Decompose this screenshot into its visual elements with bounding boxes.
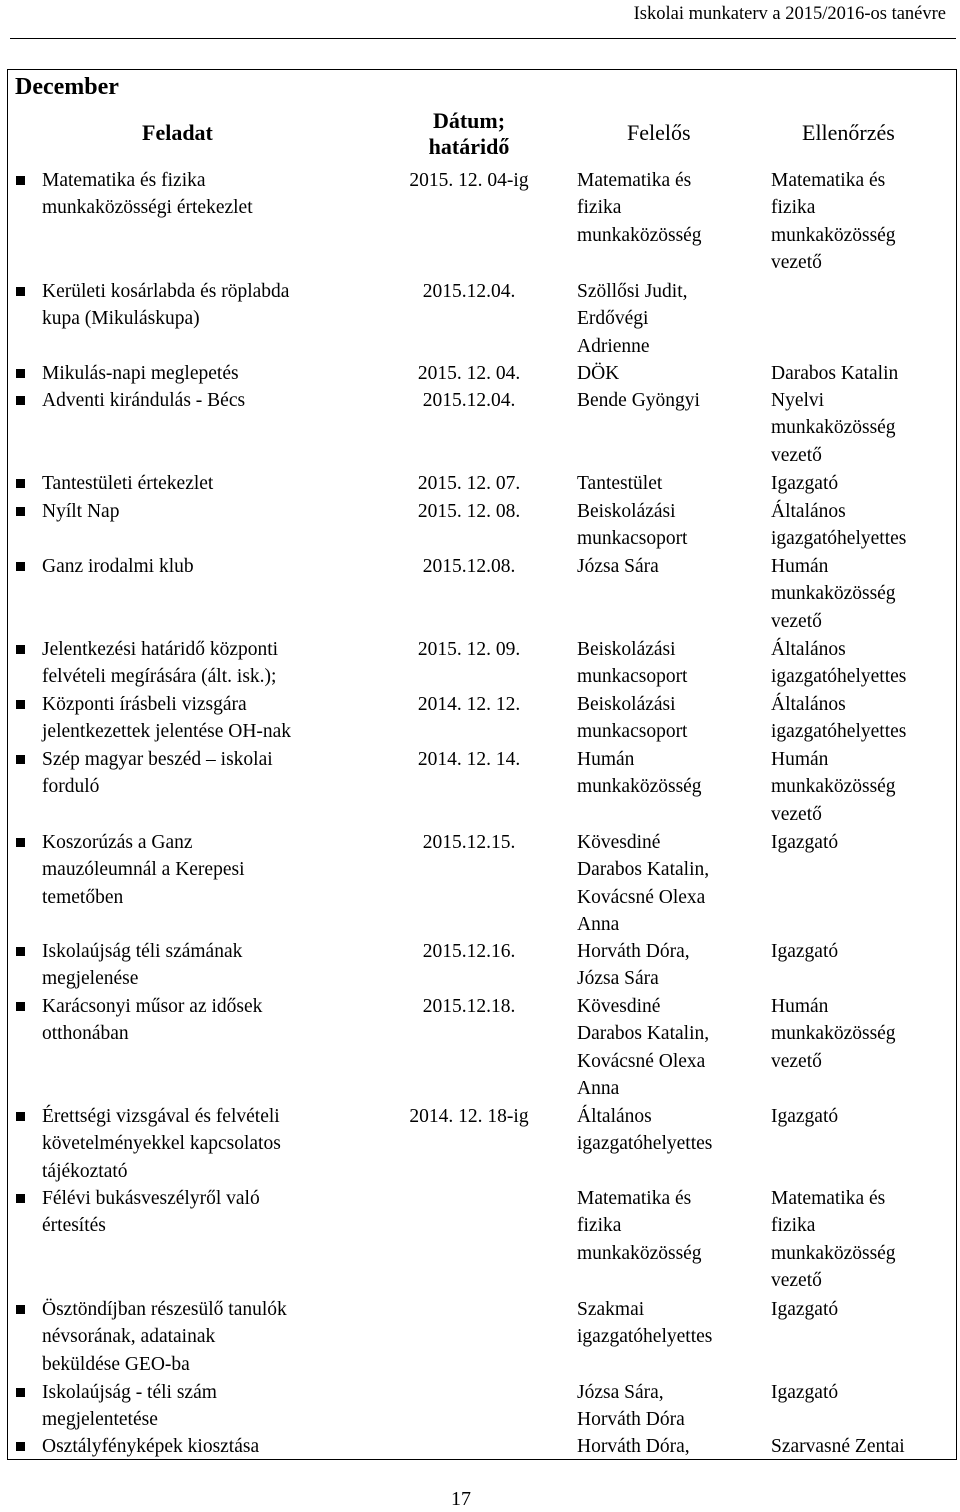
date-cell: 2015.12.04.	[422, 281, 516, 302]
square-bullet-icon	[16, 562, 25, 571]
date-cell: 2015. 12. 07.	[417, 473, 521, 494]
square-bullet-icon	[16, 479, 25, 488]
square-bullet-icon	[16, 838, 25, 847]
responsible-cell: Általános igazgatóhelyettes	[577, 1106, 713, 1155]
responsible-cell: Beiskolázási munkacsoport	[577, 694, 688, 743]
square-bullet-icon	[16, 1112, 25, 1121]
control-cell: Általános igazgatóhelyettes	[771, 694, 907, 743]
square-bullet-icon	[16, 755, 25, 764]
control-cell: Igazgató	[771, 1382, 839, 1403]
square-bullet-icon	[16, 1388, 25, 1397]
date-cell: 2015.12.04.	[422, 390, 516, 411]
square-bullet-icon	[16, 1305, 25, 1314]
responsible-cell: Józsa Sára, Horváth Dóra	[577, 1382, 685, 1431]
date-cell: 2014. 12. 18-ig	[409, 1106, 529, 1127]
square-bullet-icon	[16, 947, 25, 956]
column-header-control: Ellenőrzés	[802, 120, 895, 145]
control-cell: Matematika és fizika munkaközösség vezető	[771, 1188, 896, 1292]
square-bullet-icon	[16, 287, 25, 296]
page-number: 17	[451, 1488, 471, 1510]
task-cell: Karácsonyi műsor az idősek otthonában	[42, 996, 263, 1045]
control-cell: Igazgató	[771, 473, 839, 494]
date-cell: 2014. 12. 14.	[417, 749, 521, 770]
square-bullet-icon	[16, 369, 25, 378]
responsible-cell: Horváth Dóra, Józsa Sára	[577, 941, 690, 990]
date-cell: 2015. 12. 09.	[417, 639, 521, 660]
control-cell: Igazgató	[771, 941, 839, 962]
task-cell: Jelentkezési határidő központi felvételi megírására (ált. isk.);	[42, 639, 279, 688]
date-cell: 2015.12.15.	[422, 832, 516, 853]
column-header-date: Dátum; határidő	[428, 108, 510, 159]
responsible-cell: Józsa Sára	[577, 556, 659, 577]
date-cell: 2014. 12. 12.	[417, 694, 521, 715]
responsible-cell: Bende Gyöngyi	[577, 390, 700, 411]
responsible-cell: Tantestület	[577, 473, 663, 494]
square-bullet-icon	[16, 176, 25, 185]
task-cell: Mikulás-napi meglepetés	[42, 363, 239, 384]
square-bullet-icon	[16, 645, 25, 654]
control-cell: Matematika és fizika munkaközösség vezető	[771, 170, 896, 274]
responsible-cell: Horváth Dóra,	[577, 1436, 690, 1457]
header-divider	[10, 38, 956, 39]
control-cell: Darabos Katalin	[771, 363, 899, 384]
task-cell: Adventi kirándulás - Bécs	[42, 390, 246, 411]
section-title: December	[15, 74, 119, 100]
control-cell: Általános igazgatóhelyettes	[771, 639, 907, 688]
responsible-cell: DÖK	[577, 363, 620, 384]
task-cell: Központi írásbeli vizsgára jelentkezettek jelentése OH-nak	[42, 694, 292, 743]
responsible-cell: Matematika és fizika munkaközösség	[577, 170, 702, 246]
running-header: Iskolai munkaterv a 2015/2016-os tanévre	[633, 4, 946, 24]
control-cell: Humán munkaközösség vezető	[771, 749, 896, 825]
square-bullet-icon	[16, 396, 25, 405]
task-cell: Ösztöndíjban részesülő tanulók névsorának, adatainak beküldése GEO-ba	[42, 1299, 287, 1375]
control-cell: Igazgató	[771, 1299, 839, 1320]
responsible-cell: Beiskolázási munkacsoport	[577, 501, 688, 550]
control-cell: Általános igazgatóhelyettes	[771, 501, 907, 550]
square-bullet-icon	[16, 700, 25, 709]
date-cell: 2015.12.08.	[422, 556, 516, 577]
task-cell: Nyílt Nap	[42, 501, 120, 522]
square-bullet-icon	[16, 1442, 25, 1451]
control-cell: Igazgató	[771, 1106, 839, 1127]
responsible-cell: Kövesdiné Darabos Katalin, Kovácsné Olexa Anna	[577, 996, 710, 1100]
column-header-task: Feladat	[142, 120, 213, 145]
task-cell: Matematika és fizika munkaközösségi értekezlet	[42, 170, 253, 219]
responsible-cell: Kövesdiné Darabos Katalin, Kovácsné Olexa Anna	[577, 832, 710, 936]
control-cell: Humán munkaközösség vezető	[771, 556, 896, 632]
responsible-cell: Beiskolázási munkacsoport	[577, 639, 688, 688]
responsible-cell: Humán munkaközösség	[577, 749, 702, 798]
task-cell: Tantestületi értekezlet	[42, 473, 214, 494]
task-cell: Iskolaújság téli számának megjelenése	[42, 941, 243, 990]
task-cell: Kerületi kosárlabda és röplabda kupa (Mikuláskupa)	[42, 281, 290, 330]
task-cell: Osztályfényképek kiosztása	[42, 1436, 260, 1457]
column-header-responsible: Felelős	[627, 120, 691, 145]
date-cell: 2015. 12. 04.	[417, 363, 521, 384]
task-cell: Koszorúzás a Ganz mauzóleumnál a Kerepesi temetőben	[42, 832, 245, 908]
task-cell: Szép magyar beszéd – iskolai forduló	[42, 749, 273, 798]
task-cell: Érettségi vizsgával és felvételi követelményekkel kapcsolatos tájékoztató	[42, 1106, 281, 1182]
square-bullet-icon	[16, 1002, 25, 1011]
responsible-cell: Szakmai igazgatóhelyettes	[577, 1299, 713, 1348]
control-cell: Igazgató	[771, 832, 839, 853]
date-cell: 2015.12.16.	[422, 941, 516, 962]
square-bullet-icon	[16, 1194, 25, 1203]
square-bullet-icon	[16, 507, 25, 516]
task-cell: Ganz irodalmi klub	[42, 556, 194, 577]
task-cell: Iskolaújság - téli szám megjelentetése	[42, 1382, 217, 1431]
date-cell: 2015.12.18.	[422, 996, 516, 1017]
control-cell: Szarvasné Zentai	[771, 1436, 905, 1457]
date-cell: 2015. 12. 04-ig	[409, 170, 529, 191]
date-cell: 2015. 12. 08.	[417, 501, 521, 522]
responsible-cell: Szöllősi Judit, Erdővégi Adrienne	[577, 281, 688, 357]
control-cell: Nyelvi munkaközösség vezető	[771, 390, 896, 466]
task-cell: Félévi bukásveszélyről való értesítés	[42, 1188, 260, 1237]
control-cell: Humán munkaközösség vezető	[771, 996, 896, 1072]
responsible-cell: Matematika és fizika munkaközösség	[577, 1188, 702, 1264]
